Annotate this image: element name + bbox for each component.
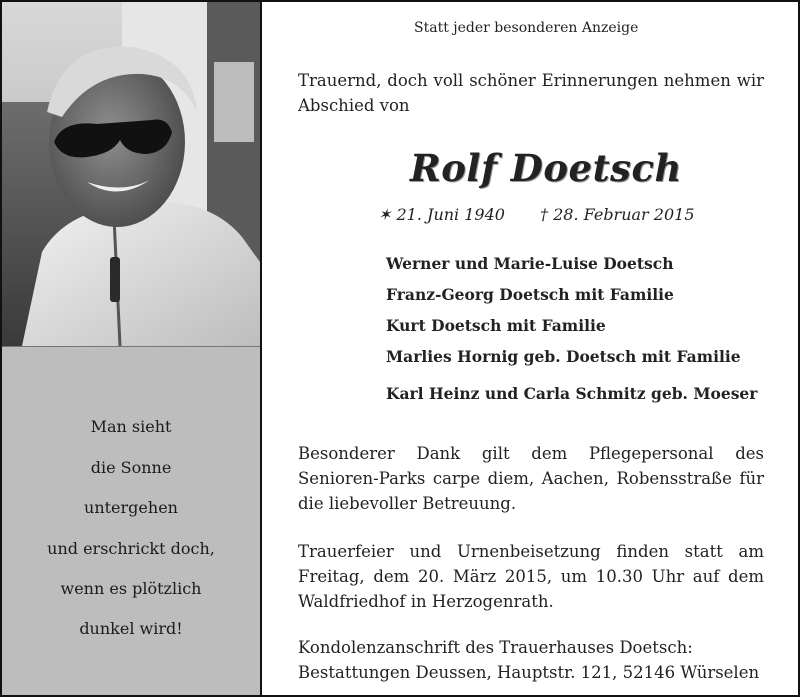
- main-text-column: [264, 2, 798, 695]
- family-member: Marlies Hornig geb. Doetsch mit Familie: [386, 347, 741, 366]
- poem-line: dunkel wird!: [79, 619, 183, 638]
- portrait-image: [2, 2, 260, 346]
- poem-line: die Sonne: [90, 458, 172, 477]
- condolence-line: Kondolenzanschrift des Trauerhauses Doetsch:: [298, 638, 693, 657]
- death-date: † 28. Februar 2015: [540, 205, 695, 224]
- notice-header: Statt jeder besonderen Anzeige: [414, 20, 639, 36]
- family-member: Kurt Doetsch mit Familie: [386, 316, 606, 335]
- poem-line: untergehen: [84, 498, 178, 517]
- poem-panel: [2, 346, 260, 695]
- family-member: Werner und Marie-Luise Doetsch: [386, 254, 674, 273]
- poem-line: wenn es plötzlich: [60, 579, 202, 598]
- portrait-photo: [2, 2, 260, 346]
- poem-line: und erschrickt doch,: [47, 539, 215, 558]
- ceremony-paragraph: Trauerfeier und Urnenbeisetzung finden statt am Freitag, dem 20. März 2015, um 10.30 Uhr auf dem Waldfriedhof in Herzogenrath.: [298, 542, 764, 611]
- family-member: Karl Heinz und Carla Schmitz geb. Moeser: [386, 384, 758, 403]
- left-column: [2, 2, 262, 695]
- thanks-paragraph: Besonderer Dank gilt dem Pflegepersonal des Senioren-Parks carpe diem, Aachen, Robensstraße für die liebevoller Betreuung.: [298, 444, 764, 513]
- birth-date: ✶ 21. Juni 1940: [378, 205, 505, 224]
- condolence-line: Bestattungen Deussen, Hauptstr. 121, 52146 Würselen: [298, 663, 760, 682]
- deceased-name: Rolf Doetsch: [410, 146, 682, 190]
- poem-line: Man sieht: [90, 417, 172, 436]
- intro-paragraph: Trauernd, doch voll schöner Erinnerungen nehmen wir Abschied von: [298, 71, 764, 115]
- family-member: Franz-Georg Doetsch mit Familie: [386, 285, 674, 304]
